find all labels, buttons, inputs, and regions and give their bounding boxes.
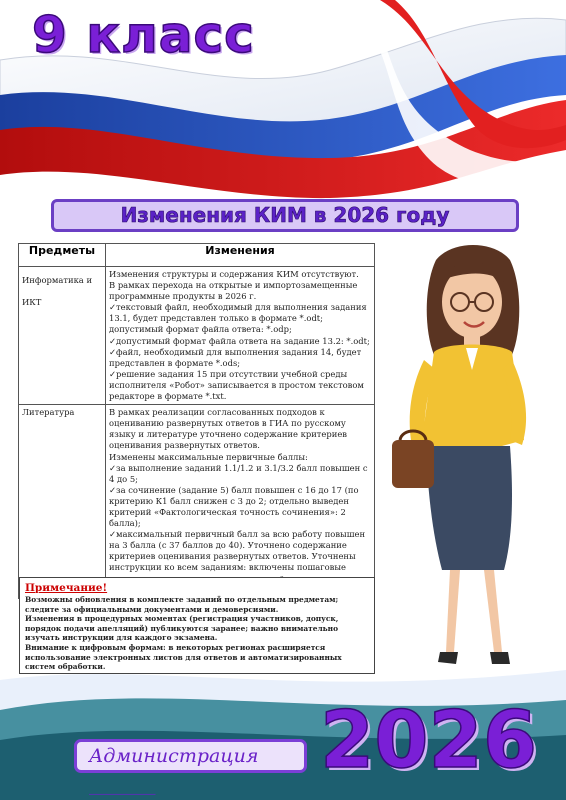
change-line: ✓максимальный первичный балл за всю работу повышен на 3 балла (с 37 баллов до 40). Уточнено содержание критериев оценивания развернутых ответов. Уточнены инструкции ко всем заданиям: включены пошаговые — [109, 529, 366, 573]
change-line: ✓файл, необходимый для выполнения задания 14, будет представлен в формате *.ods; — [109, 346, 362, 368]
administration-label: Администрация _______ — [89, 745, 259, 795]
page-title: 9 класс — [32, 6, 255, 64]
table-row — [19, 267, 375, 405]
administration-signature-box — [74, 739, 307, 795]
change-line: Изменения структуры и содержания КИМ отсутствуют. — [109, 269, 359, 279]
change-line: Изменены максимальные первичные баллы: — [109, 451, 308, 462]
subject-cell — [19, 405, 106, 599]
table-header-row — [19, 244, 375, 267]
subject-name: Информатика и — [22, 275, 93, 285]
teacher-illustration — [384, 240, 560, 685]
changes-table — [18, 243, 375, 599]
changes-cell — [106, 405, 375, 599]
change-line: В рамках реализации согласованных подходов к оцениванию развернутых ответов в ГИА по русскому языку и литературе уточнено содержание критериев оценивания развернутых ответов. — [109, 407, 348, 451]
column-header-subjects: Предметы — [19, 244, 106, 267]
change-line: ✓допустимый формат файла ответа на задание 13.2: *.odt; — [109, 335, 370, 346]
change-line: ✓текстовый файл, необходимый для выполнения задания 13.1, будет представлен только в формате *.odt; допустимый формат файла ответа: *.odp; — [109, 302, 367, 335]
note-box — [19, 577, 375, 674]
note-paragraph: Внимание к цифровым формам: в некоторых регионах расширяется использование электронных листов для ответов и автоматизированных систем обработки. — [25, 642, 342, 672]
table-row — [19, 405, 375, 599]
change-line: ✓за выполнение заданий 1.1/1.2 и 3.1/3.2 балл повышен с 4 до 5; — [109, 462, 368, 484]
banner-text: Изменения КИМ в 2026 году — [120, 203, 450, 227]
change-line: В рамках перехода на открытые и импортозамещенные программные продукты в 2026 г. — [109, 280, 358, 302]
subject-name: Литература — [22, 407, 75, 418]
note-paragraph: Возможны обновления в комплекте заданий по отдельным предметам; следите за официальными документами и демоверсиями. — [25, 595, 339, 614]
change-line: ✓решение задания 15 при отсутствии учебной среды исполнителя «Робот» записывается в простом текстовом редакторе в формате *.txt. — [109, 368, 364, 402]
note-title: Примечание! — [25, 582, 108, 594]
changes-banner — [51, 199, 519, 232]
change-line: ✓за сочинение (задание 5) балл повышен с 16 до 17 (по критерию К1 балл снижен с 3 до 2; отдельно выведен критерий «Фактологическая точность сочинения»: 2 балла); — [109, 484, 359, 529]
changes-cell — [106, 267, 375, 405]
subject-name-cont: ИКТ — [22, 297, 42, 307]
year-label: 2026 — [320, 696, 538, 786]
subject-cell — [19, 267, 106, 405]
note-paragraph: Изменения в процедурных моментах (регистрация участников, допуск, порядок подачи апелляций) публикуются заранее; важно внимательно изучать инструкции для каждого экзамена. — [25, 614, 339, 643]
column-header-changes: Изменения — [106, 244, 375, 267]
